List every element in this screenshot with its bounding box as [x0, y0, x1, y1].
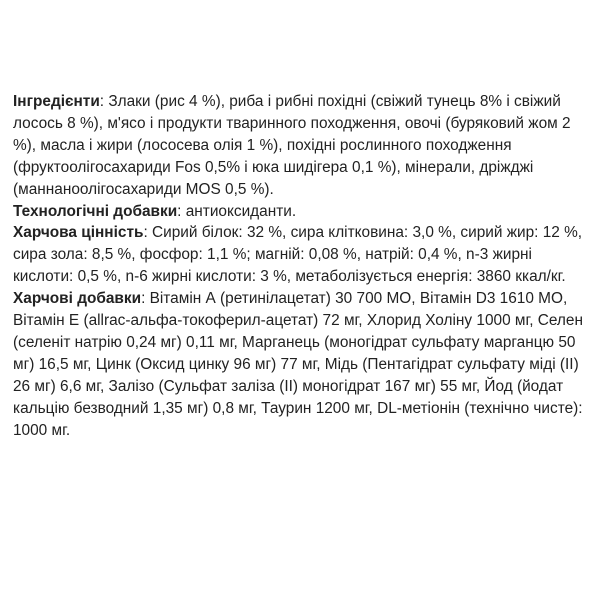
technological-additives-label: Технологічні добавки: [13, 202, 178, 220]
nutritional-value-paragraph: [13, 222, 589, 288]
ingredients-paragraph: [13, 91, 589, 201]
ingredients-label: Інгредієнти: [13, 93, 100, 110]
technological-additives-text: : антиоксиданти.: [177, 202, 297, 220]
nutritional-additives-paragraph: [13, 288, 589, 441]
nutritional-additives-label: Харчові добавки: [13, 290, 142, 308]
nutritional-value-text: : Сирий білок: 32 %, сира клітковина: 3,0 %, сирий жир: 12 %, сира зола: 8,5 %, фосфор: 1,1 %; магній: 0,08 %, натрій: 0,4 %, n-3 жирні кислоти: 0,5 %, n-6 жирні кислоти: 3 %, метаболізується енергія: 3860 ккал/кг.: [13, 224, 583, 286]
nutritional-additives-text: : Вітамін А (ретинілацетат) 30 700 МО, Вітамін D3 1610 МО, Вітамін Е (allrac-альфа-токоферил-ацетат) 72 мг, Хлорид Холіну 1000 мг, Селен (селеніт натрію 0,24 мг) 0,11 мг, Марганець (моногідрат сульфату марганцю 50 мг) 16,5 мг, Цинк (Оксид цинку 96 мг) 77 мг, Мідь (Пентагідрат сульфату міді (II) 26 мг) 6,6 мг, Залізо (Сульфат заліза (II) моногідрат 167 мг) 55 мг, Йод (йодат кальцію безводний 1,35 мг) 0,8 мг, Таурин 1200 мг, DL-метіонін (технічно чисте): 1000 мг.: [13, 290, 583, 439]
nutritional-value-label: Харчова цінність: [13, 224, 144, 242]
ingredients-text: : Злаки (рис 4 %), риба і рибні похідні (свіжий тунець 8% і свіжий лосось 8 %), м'ясо і продукти тваринного походження, овочі (буряковий жом 2 %), масла і жири (лососева олія 1 %), похідні рослинного походження (фруктоолігосахариди Fos 0,5% і юка шидігера 0,1 %), мінерали, дріжджі (маннаноолігосахариди MOS 0,5 %).: [13, 93, 571, 198]
composition-text-block: [13, 91, 589, 442]
technological-additives-paragraph: [13, 201, 589, 223]
